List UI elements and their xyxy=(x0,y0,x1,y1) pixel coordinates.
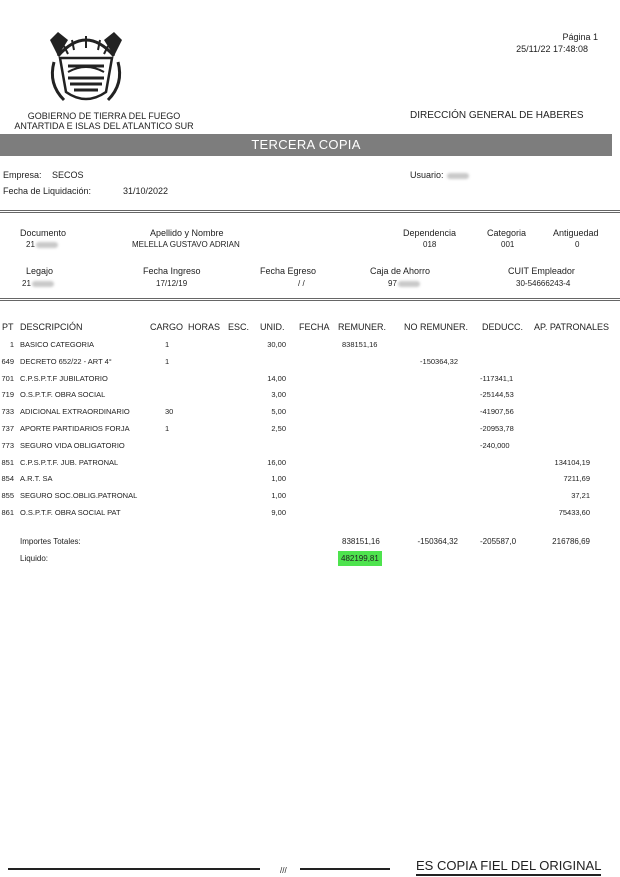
row-descripcion: O.S.P.T.F. OBRA SOCIAL PAT xyxy=(20,508,121,517)
row-descripcion: BASICO CATEGORIA xyxy=(20,340,95,349)
redacted-value xyxy=(32,281,54,287)
totales-label: Importes Totales: xyxy=(20,537,81,546)
row-unid: 14,00 xyxy=(267,373,286,383)
col-pt-header: PT xyxy=(2,322,14,332)
cuit-value: 30-54666243-4 xyxy=(516,279,571,288)
categoria-label: Categoria xyxy=(487,228,527,238)
government-line-1: GOBIERNO DE TIERRA DEL FUEGO xyxy=(27,111,181,121)
row-unid: 16,00 xyxy=(267,457,286,467)
row-aportes: 7211,69 xyxy=(563,474,590,484)
footer-rule-left xyxy=(8,868,260,870)
col-fecha-header: FECHA xyxy=(299,322,330,332)
empresa-label: Empresa: xyxy=(3,170,42,180)
row-cargo: 1 xyxy=(165,356,170,366)
row-deducc: -25144,53 xyxy=(480,390,514,400)
liquido-amount: 482199,81 xyxy=(338,551,382,566)
row-descripcion: A.R.T. SA xyxy=(20,474,53,484)
row-deducc: -117341,1 xyxy=(480,373,514,383)
empresa-value: SECOS xyxy=(52,170,84,180)
row-descripcion: C.P.S.P.T.F JUBILATORIO xyxy=(20,373,108,383)
col-cargo-header: CARGO xyxy=(150,322,184,332)
caja-ahorro-value xyxy=(388,279,420,288)
total-aportes: 216786,69 xyxy=(552,537,590,546)
row-deducc: -240,000 xyxy=(480,440,510,450)
row-pt: 719 xyxy=(1,390,14,400)
row-unid: 1,00 xyxy=(271,491,286,501)
total-deducc: -205587,0 xyxy=(480,537,517,546)
section-divider-1 xyxy=(0,210,620,213)
documento-prefix: 21 xyxy=(26,240,35,249)
row-pt: 733 xyxy=(1,407,14,417)
certified-copy-stamp: ES COPIA FIEL DEL ORIGINAL xyxy=(416,858,601,876)
col-horas-header: HORAS xyxy=(188,322,221,332)
legajo-value xyxy=(22,279,54,288)
government-seal xyxy=(44,26,128,108)
row-unid: 30,00 xyxy=(267,340,286,349)
legajo-prefix: 21 xyxy=(22,279,31,288)
row-cargo: 1 xyxy=(165,340,170,349)
row-pt: 1 xyxy=(9,340,14,349)
col-descripcion-header: DESCRIPCIÓN xyxy=(20,322,83,332)
dependencia-label: Dependencia xyxy=(403,228,457,238)
row-pt: 737 xyxy=(1,424,14,433)
redacted-value xyxy=(36,242,58,248)
col-aportes-header: AP. PATRONALES xyxy=(534,322,610,332)
legajo-label: Legajo xyxy=(26,266,54,276)
row-pt: 861 xyxy=(1,508,14,517)
row-descripcion: C.P.S.P.T.F. JUB. PATRONAL xyxy=(20,457,119,467)
documento-label: Documento xyxy=(20,228,67,238)
usuario-label-text: Usuario: xyxy=(410,170,444,180)
row-unid: 1,00 xyxy=(271,474,286,484)
row-aportes: 134104,19 xyxy=(554,457,590,467)
page-number: Página 1 xyxy=(562,32,598,42)
total-remuner: 838151,16 xyxy=(342,537,380,546)
row-descripcion: APORTE PARTIDARIOS FORJA xyxy=(20,424,130,433)
documento-value xyxy=(26,240,58,249)
row-deducc: -20953,78 xyxy=(480,424,514,433)
row-descripcion: ADICIONAL EXTRAORDINARIO xyxy=(20,407,130,417)
row-pt: 854 xyxy=(1,474,14,484)
col-unid-header: UNID. xyxy=(260,322,285,332)
row-pt: 773 xyxy=(1,440,14,450)
footer-rule-right xyxy=(300,868,390,870)
fecha-ingreso-value: 17/12/19 xyxy=(156,279,188,288)
row-unid: 3,00 xyxy=(271,390,286,400)
row-descripcion: SEGURO VIDA OBLIGATORIO xyxy=(20,440,125,450)
row-pt: 701 xyxy=(1,373,14,383)
footer-mark: /// xyxy=(280,866,287,875)
row-pt: 855 xyxy=(1,491,14,501)
dependencia-value: 018 xyxy=(423,240,437,249)
cuit-label: CUIT Empleador xyxy=(508,266,575,276)
liquido-label: Liquido: xyxy=(20,554,49,563)
antiguedad-label: Antiguedad xyxy=(553,228,599,238)
caja-ahorro-prefix: 97 xyxy=(388,279,397,288)
row-aportes: 75433,60 xyxy=(558,508,590,517)
direction-title: DIRECCIÓN GENERAL DE HABERES xyxy=(410,110,584,121)
row-cargo: 1 xyxy=(165,424,170,433)
copy-banner: TERCERA COPIA xyxy=(0,134,612,156)
row-descripcion: SEGURO SOC.OBLIG.PATRONAL xyxy=(20,491,138,501)
usuario-label xyxy=(410,170,469,180)
government-line-2: ANTARTIDA E ISLAS DEL ATLANTICO SUR xyxy=(14,121,194,131)
row-pt: 851 xyxy=(1,457,14,467)
print-datetime: 25/11/22 17:48:08 xyxy=(516,44,588,54)
liquido-value xyxy=(338,551,382,566)
row-descripcion: DECRETO 652/22 - ART 4° xyxy=(20,356,112,366)
row-unid: 9,00 xyxy=(271,508,286,517)
antiguedad-value: 0 xyxy=(575,240,580,249)
fecha-egreso-value: / / xyxy=(298,279,305,288)
section-divider-2 xyxy=(0,298,620,301)
categoria-value: 001 xyxy=(501,240,515,249)
col-noremuner-header: NO REMUNER. xyxy=(404,322,469,332)
redacted-value xyxy=(447,173,469,179)
row-unid: 2,50 xyxy=(271,424,286,433)
col-deducc-header: DEDUCC. xyxy=(482,322,524,332)
nombre-label: Apellido y Nombre xyxy=(150,228,224,238)
fecha-egreso-label: Fecha Egreso xyxy=(260,266,317,276)
row-unid: 5,00 xyxy=(271,407,286,417)
fecha-liquidacion-label: Fecha de Liquidación: xyxy=(3,186,92,196)
row-remuner: 838151,16 xyxy=(342,340,378,349)
col-remuner-header: REMUNER. xyxy=(338,322,387,332)
fecha-liquidacion-value: 31/10/2022 xyxy=(123,186,169,196)
nombre-value: MELELLA GUSTAVO ADRIAN xyxy=(132,240,240,249)
row-deducc: -41907,56 xyxy=(480,407,514,417)
row-aportes: 37,21 xyxy=(571,491,590,501)
row-cargo: 30 xyxy=(165,407,174,417)
redacted-value xyxy=(398,281,420,287)
fecha-ingreso-label: Fecha Ingreso xyxy=(143,266,201,276)
caja-ahorro-label: Caja de Ahorro xyxy=(370,266,431,276)
col-esc-header: ESC. xyxy=(228,322,250,332)
total-noremuner: -150364,32 xyxy=(417,537,458,546)
row-descripcion: O.S.P.T.F. OBRA SOCIAL xyxy=(20,390,106,400)
row-pt: 649 xyxy=(1,356,14,366)
row-noremuner: -150364,32 xyxy=(420,356,458,366)
